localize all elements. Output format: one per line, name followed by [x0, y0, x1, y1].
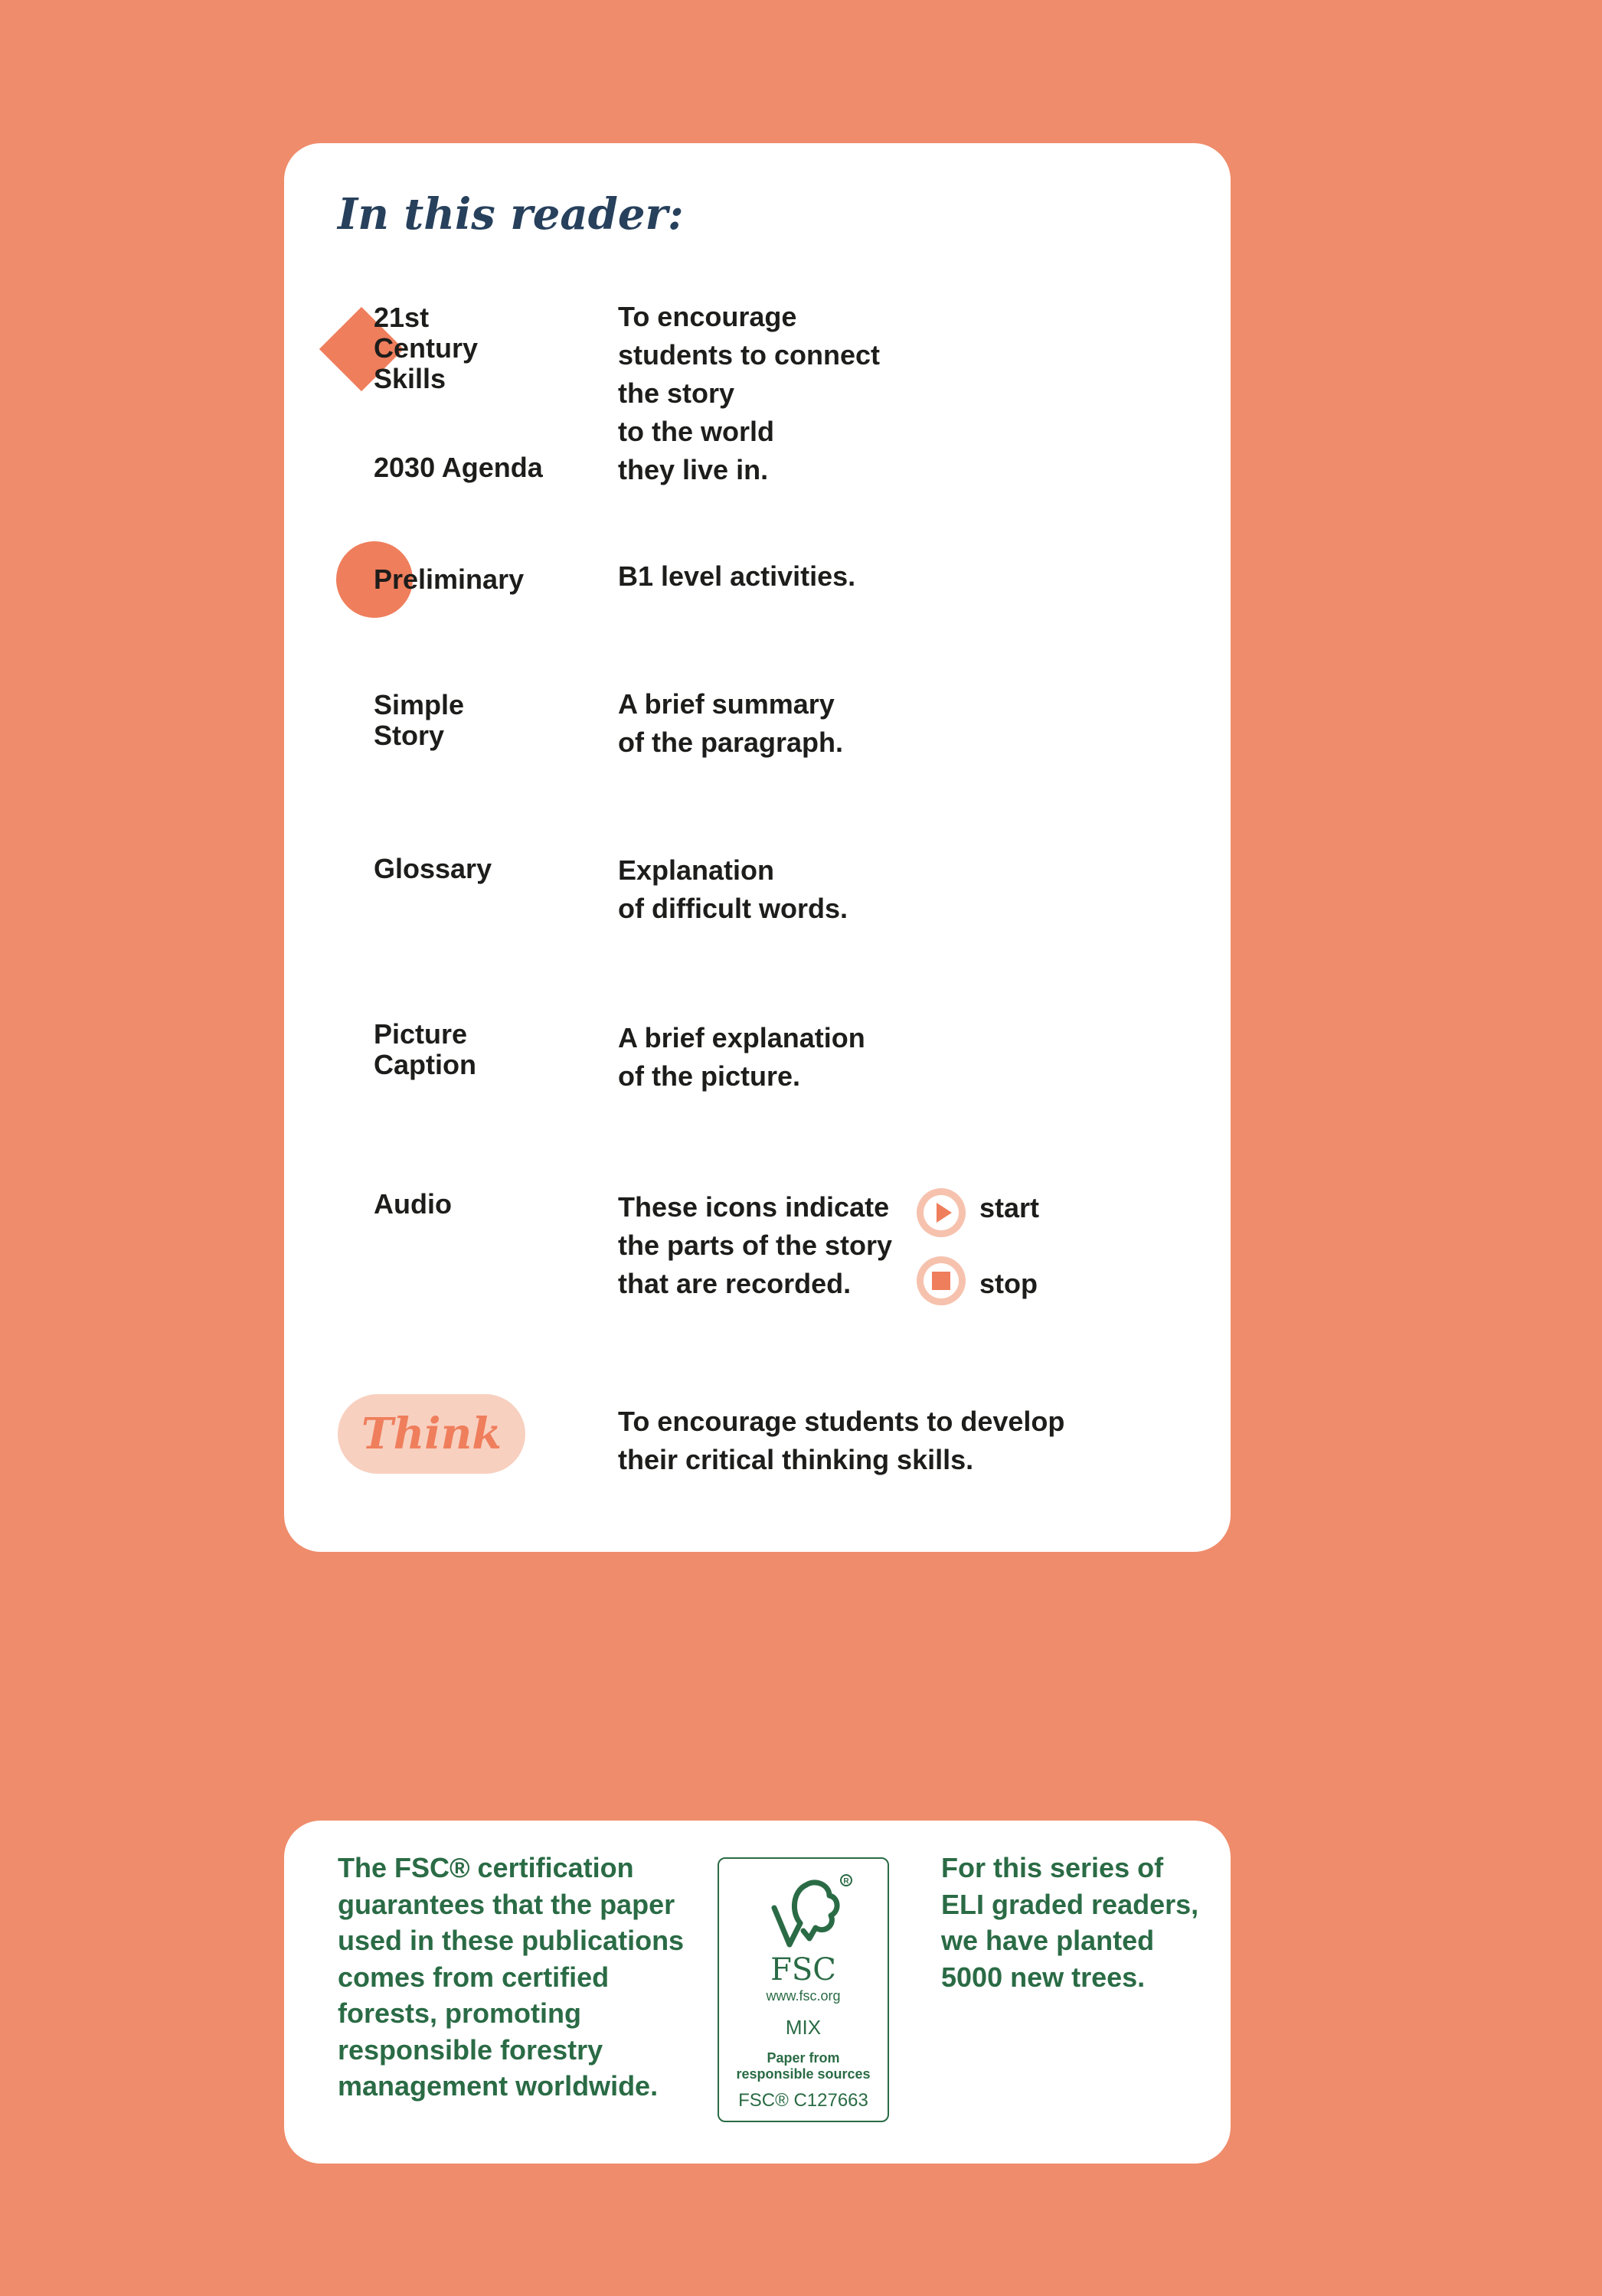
stop-icon [932, 1272, 950, 1290]
label-picture-caption: Picture Caption [374, 1018, 476, 1080]
label-preliminary: Preliminary [374, 563, 525, 595]
fsc-tree-icon [745, 1868, 860, 1960]
desc-glossary: Explanation of difficult words. [618, 854, 848, 924]
desc-preliminary: B1 level activities. [618, 560, 856, 592]
label-2030-agenda: 2030 Agenda [374, 452, 543, 483]
fsc-logo-url: www.fsc.org [766, 1988, 841, 2004]
fsc-logo-type: MIX [785, 2016, 822, 2039]
fsc-logo [718, 1857, 889, 2122]
label-simple-story: Simple Story [374, 689, 465, 751]
desc-picture-caption: A brief explanation of the picture. [618, 1022, 865, 1092]
think-badge: Think [338, 1394, 525, 1474]
desc-think: To encourage students to develop their critical thinking skills. [618, 1406, 1065, 1475]
reader-legend-card [284, 143, 1231, 1552]
audio-start-label: start [979, 1192, 1040, 1223]
play-icon [937, 1203, 952, 1223]
desc-simple-story: A brief summary of the paragraph. [618, 688, 844, 758]
fsc-logo-name: FSC [770, 1952, 836, 1987]
fsc-certification-text: The FSC® certification guarantees that the paper used in these publications comes from certified forests, promoting responsible forestry management worldwide. [338, 1852, 685, 2102]
label-glossary: Glossary [374, 853, 492, 884]
fsc-card [284, 1821, 1231, 2164]
audio-stop-icon [917, 1256, 966, 1305]
label-audio: Audio [374, 1188, 452, 1220]
page-title: In this reader: [338, 189, 684, 240]
audio-stop-label: stop [979, 1268, 1038, 1299]
fsc-license-code: FSC® C127663 [738, 2090, 868, 2111]
fsc-logo-subtitle: Paper from responsible sources [736, 2050, 871, 2082]
desc-audio: These icons indicate the parts of the story that are recorded. [618, 1191, 893, 1299]
audio-start-icon [917, 1188, 966, 1237]
desc-21st-century-skills: To encourage students to connect the story to the world they live in. [618, 301, 881, 485]
svg-text:R: R [843, 1877, 849, 1886]
fsc-trees-text: For this series of ELI graded readers, we have planted 5000 new trees. [941, 1852, 1199, 1993]
label-21st-century-skills: 21st Century Skills [374, 302, 479, 394]
